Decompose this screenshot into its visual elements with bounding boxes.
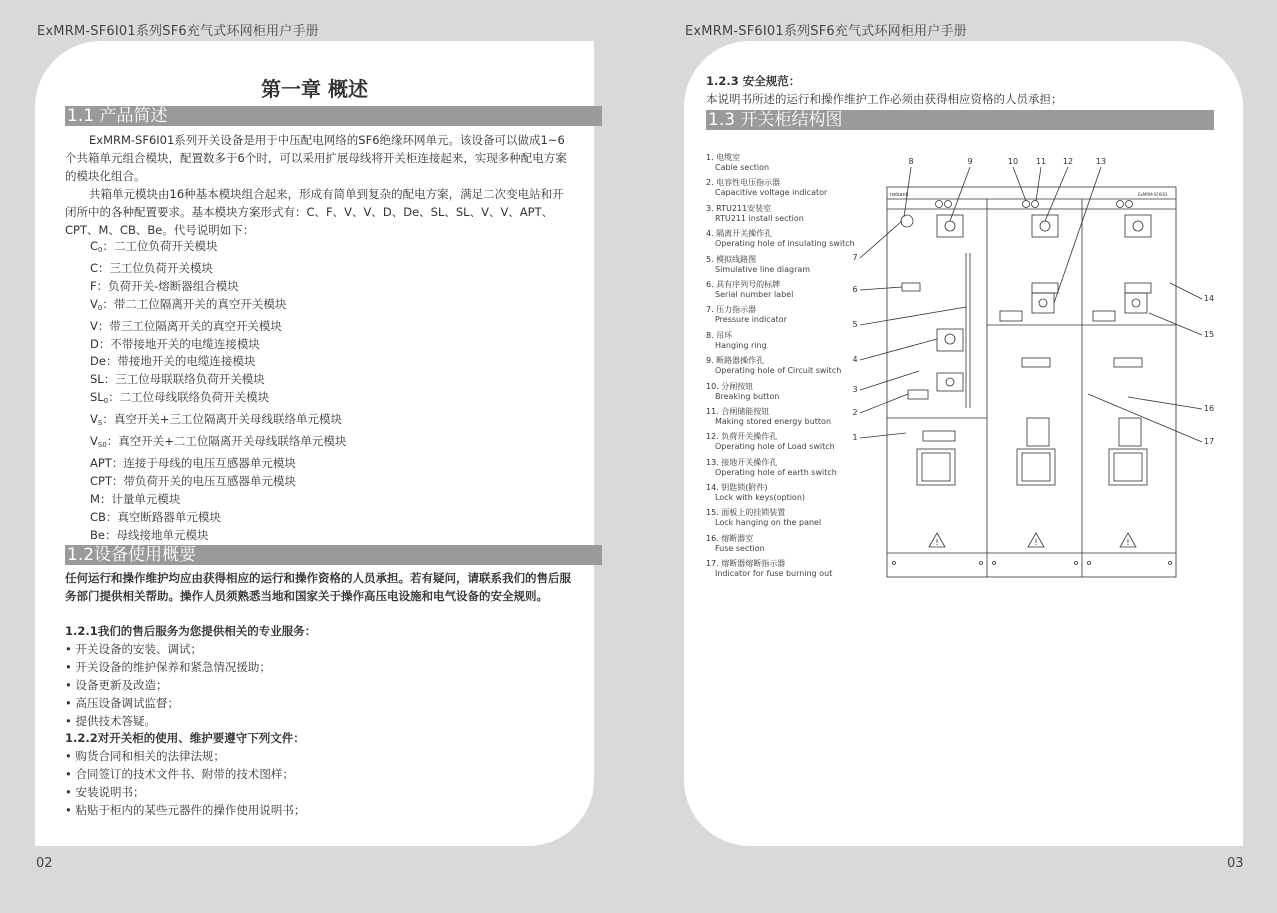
list-item: • 开关设备的维护保养和紧急情况援助； <box>65 659 271 674</box>
right-page <box>684 41 1243 846</box>
callout-1: 1 <box>852 433 858 442</box>
list-item: • 设备更新及改造； <box>65 677 168 692</box>
page-number-left: 02 <box>36 856 53 871</box>
legend-item: 14. 钥匙锁(附件) Lock with keys(option) <box>706 483 806 503</box>
header-left: ExMRM-SF6I01系列SF6充气式环网柜用户手册 <box>37 24 319 39</box>
legend-item: 3. RTU211安装室 RTU211 install section <box>706 203 804 223</box>
service-list <box>65 623 316 820</box>
legend-item: 9. 断路器操作孔 Operating hole of Circuit switch <box>706 356 842 376</box>
para-modules: 共箱单元模块由16种基本模块组合起来，形成有简单到复杂的配电方案，满足二次变电站和开闭所中的各种配置要求。基本模块方案形式有：C、F、V、V、D、De、SL、SL、V、V、APT、CPT、M、CB、Be。代号说明如下： <box>65 187 564 237</box>
section-1-2-intro: 任何运行和操作维护均应由获得相应的运行和操作资格的人员承担。若有疑问，请联系我们的售后服务部门提供相关帮助。操作人员须熟悉当地和国家关于操作高压电设施和电气设备的安全规则。 <box>65 571 571 603</box>
legend-item: 7. 压力指示器 Pressure indicator <box>706 305 787 325</box>
diagram-legend <box>706 153 858 585</box>
callout-16: 16 <box>1203 404 1215 413</box>
module-item: APT：连接于母线的电压互感器单元模块 <box>90 455 296 470</box>
legend-item: 1. 电缆室 Cable section <box>706 153 770 172</box>
module-item: CB：真空断路器单元模块 <box>90 509 221 524</box>
list-item: • 安装说明书； <box>65 785 145 800</box>
callout-5: 5 <box>852 320 858 329</box>
callout-4: 4 <box>852 355 858 364</box>
module-item: $C_0$：二工位负荷开关模块 <box>90 239 218 254</box>
callout-14: 14 <box>1203 294 1215 303</box>
callout-3: 3 <box>852 385 858 394</box>
legend-item: 6. 具有序列号的标牌 Serial number label <box>706 279 794 299</box>
section-1-3-title: 1.3 开关柜结构图 <box>706 110 1214 130</box>
legend-item: 12. 负荷开关操作孔 Operating hole of Load switch <box>706 432 835 452</box>
list-item: • 合同签订的技术文件书、附带的技术图样； <box>65 767 294 782</box>
chapter-title: 第一章 概述 <box>261 77 368 101</box>
list-item: • 高压设备调试监督； <box>65 695 179 710</box>
legend-item: 8. 吊环 Hanging ring <box>706 330 767 350</box>
cabinet-outline <box>887 187 1176 577</box>
legend-item: 17. 熔断器熔断指示器 Indicator for fuse burning out <box>706 559 833 579</box>
list-item: • 购货合同和相关的法律法规； <box>65 749 225 764</box>
module-item: Be：母线接地单元模块 <box>90 527 209 542</box>
sub1-title: 1.2.1我们的售后服务为您提供相关的专业服务： <box>65 624 317 638</box>
switchgear-diagram <box>844 153 1219 583</box>
callout-2: 2 <box>852 408 858 417</box>
module-item: C：三工位负荷开关模块 <box>90 260 214 275</box>
callout-10: 10 <box>1007 157 1019 166</box>
brand-label: nebank <box>890 192 909 198</box>
module-item: SL：三工位母联联络负荷开关模块 <box>90 372 265 387</box>
callout-11: 11 <box>1035 157 1047 166</box>
module-codes-line: C、F、V、V、D、De、SL、SL、V、V、APT、CPT、M、CB、Be。代号说明如下： <box>65 205 554 237</box>
legend-item: 11. 合闸储能按钮 Making stored energy button <box>706 406 832 426</box>
legend-item: 15. 面板上的挂锁装置 Lock hanging on the panel <box>706 508 822 528</box>
callout-7: 7 <box>852 253 858 262</box>
section-1-2-title: 1.2设备使用概要 <box>65 545 602 565</box>
legend-item: 5. 模拟线路图 Simulative line diagram <box>706 254 811 274</box>
legend-item: 10. 分闸按钮 Breaking button <box>706 381 780 401</box>
legend-item: 4. 隔离开关操作孔 Operating hole of insulating switch <box>706 229 855 249</box>
module-item: F：负荷开关-熔断器组合模块 <box>90 278 239 293</box>
callout-9: 9 <box>967 157 973 166</box>
svg-text:!: ! <box>1126 538 1130 547</box>
module-item: De：带接地开关的电缆连接模块 <box>90 354 256 369</box>
list-item: • 提供技术答疑。 <box>65 713 156 728</box>
list-item: • 粘贴于柜内的某些元器件的操作使用说明书； <box>65 803 306 818</box>
header-right: ExMRM-SF6I01系列SF6充气式环网柜用户手册 <box>685 24 967 39</box>
svg-text:!: ! <box>1034 538 1038 547</box>
section-1-1-title: 1.1 产品简述 <box>65 106 602 126</box>
module-item: $V_S$：真空开关+三工位隔离开关母线联络单元模块 <box>90 412 342 428</box>
sub2-title: 1.2.2对开关柜的使用、维护要遵守下列文件： <box>65 731 305 746</box>
module-item: $SL_0$：二工位母线联络负荷开关模块 <box>90 390 270 406</box>
legend-item: 13. 接地开关操作孔 Operating hole of earth switch <box>706 457 837 477</box>
para-intro: ExMRM-SF6I01系列开关设备是用于中压配电网络的SF6绝缘环网单元。该设备可以做成1~6个共箱单元组合模块，配置数多于6个时，可以采用扩展母线将开关柜连接起来，实现多种配电方案的模块化组合。 <box>65 133 567 183</box>
module-item: $V_0$：带二工位隔离开关的真空开关模块 <box>90 296 287 312</box>
section-1-1-body <box>65 131 573 239</box>
sub3-text: 本说明书所述的运行和操作维护工作必须由获得相应资格的人员承担； <box>706 92 1063 106</box>
callout-8: 8 <box>908 157 914 166</box>
module-item: V：带三工位隔离开关的真空开关模块 <box>90 318 282 333</box>
callout-15: 15 <box>1203 330 1215 339</box>
module-item: M：计量单元模块 <box>90 491 181 506</box>
legend-item: 2. 电容性电压指示器 Capacitive voltage indicator <box>706 178 828 198</box>
module-item: CPT：带负荷开关的电压互感器单元模块 <box>90 473 296 488</box>
page-number-right: 03 <box>1227 856 1244 871</box>
callout-12: 12 <box>1062 157 1074 166</box>
callout-6: 6 <box>852 285 858 294</box>
left-page <box>35 41 594 846</box>
svg-text:!: ! <box>935 538 939 547</box>
module-list <box>90 238 346 545</box>
sub3-title: 1.2.3 安全规范： <box>706 74 801 88</box>
list-item: • 开关设备的安装、调试； <box>65 641 202 656</box>
model-label: ExMRM-SF6I01 <box>1138 192 1168 197</box>
callout-17: 17 <box>1203 437 1215 446</box>
module-item: D：不带接地开关的电缆连接模块 <box>90 336 260 351</box>
callout-13: 13 <box>1095 157 1107 166</box>
module-item: $V_{S0}$：真空开关+二工位隔离开关母线联络单元模块 <box>90 434 347 450</box>
legend-item: 16. 熔断器室 Fuse section <box>706 533 765 553</box>
